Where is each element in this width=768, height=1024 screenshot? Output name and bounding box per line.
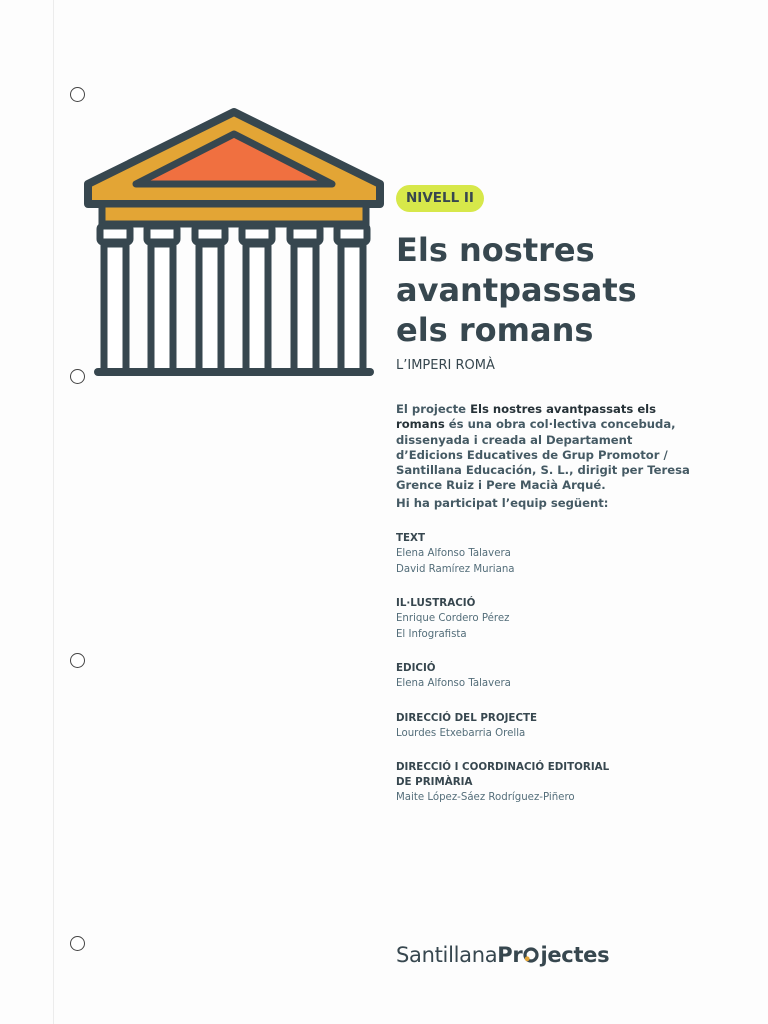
binder-hole-icon xyxy=(70,653,85,668)
credit-role: EDICIÓ xyxy=(396,662,436,674)
credit-name: David Ramírez Muriana xyxy=(396,563,515,575)
credit-role: IL·LUSTRACIÓ xyxy=(396,597,476,609)
intro-project-name: Els nostres avantpassats els romans xyxy=(396,402,657,432)
credit-name: El Infografista xyxy=(396,628,467,640)
credit-block xyxy=(396,531,696,577)
level-badge: NIVELL II xyxy=(396,185,484,212)
title-line: Els nostres xyxy=(396,231,595,269)
binder-hole-icon xyxy=(70,936,85,951)
credit-block xyxy=(396,596,696,642)
intro-prefix: El projecte xyxy=(396,402,471,416)
page-edge xyxy=(53,0,54,1024)
credit-name: Elena Alfonso Talavera xyxy=(396,548,511,559)
subtitle: L’IMPERI ROMÀ xyxy=(396,358,495,373)
credit-role: DIRECCIÓ I COORDINACIÓ EDITORIAL DE PRIMÀRIA xyxy=(396,761,610,788)
credits-list xyxy=(396,531,696,825)
credit-block xyxy=(396,760,696,806)
credit-name: Lourdes Etxebarria Orella xyxy=(396,727,526,739)
title-line: els romans xyxy=(396,311,594,349)
title-line: avantpassats xyxy=(396,271,637,309)
credit-role: DIRECCIÓ DEL PROJECTE xyxy=(396,711,538,724)
logo-o-icon xyxy=(523,947,539,963)
page-title xyxy=(396,230,716,350)
credit-role: TEXT xyxy=(396,532,426,544)
credit-block xyxy=(396,661,696,692)
logo-text-jectes: jectes xyxy=(540,943,610,967)
credit-block xyxy=(396,711,696,742)
intro-paragraph xyxy=(396,402,696,494)
logo-text-pr: Pr xyxy=(497,943,523,967)
intro-rest: és una obra col·lectiva concebuda, dissenyada i creada al Departament d’Edicions Educatives de Grup Promotor / Santillana Educación, S. L., dirigit per Teresa Grence Ruiz i Pere Macià Arqué. xyxy=(396,417,690,493)
publisher-logo xyxy=(396,943,609,967)
logo-text-santillana: Santillana xyxy=(396,943,498,967)
binder-hole-icon xyxy=(70,87,85,102)
temple-icon xyxy=(82,106,386,382)
credit-name: Enrique Cordero Pérez xyxy=(396,613,510,624)
team-intro: Hi ha participat l’equip següent: xyxy=(396,496,609,510)
credit-name: Maite López-Sáez Rodríguez-Piñero xyxy=(396,792,575,803)
credit-name: Elena Alfonso Talavera xyxy=(396,678,511,689)
